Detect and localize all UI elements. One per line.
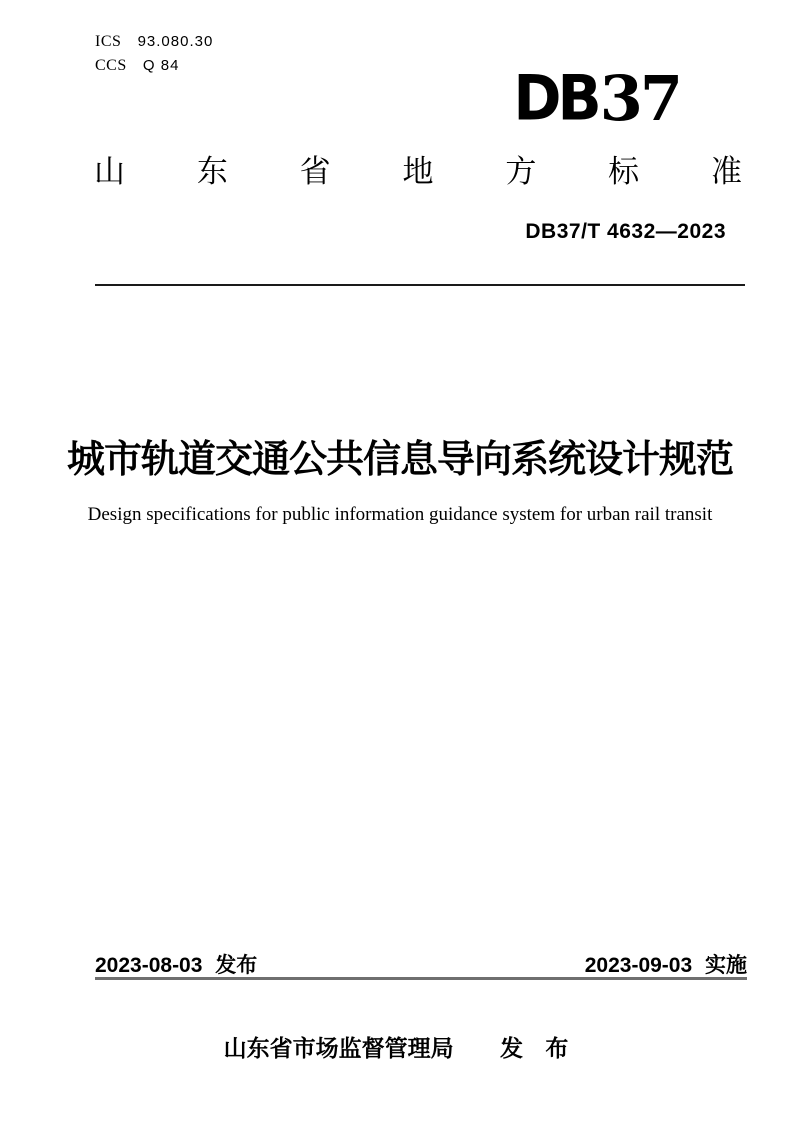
standard-name-heading: 山东省地方标准 <box>94 154 742 189</box>
dates-row <box>95 949 747 979</box>
db37-logo <box>513 60 680 135</box>
db37-logo-number: 37 <box>599 62 680 135</box>
issue-label: 发布 <box>215 954 258 977</box>
implement-label: 实施 <box>705 954 747 977</box>
ics-row <box>95 30 213 54</box>
db37-logo-db: DB <box>513 60 598 135</box>
publisher-row <box>0 1030 800 1063</box>
issue-date: 2023-08-03 <box>95 954 203 977</box>
implement-date-group <box>585 949 747 979</box>
standard-code: DB37/T 4632—2023 <box>525 220 726 243</box>
document-title-chinese: 城市轨道交通公共信息导向系统设计规范 <box>66 439 733 481</box>
implement-date: 2023-09-03 <box>584 954 693 977</box>
publisher-name: 山东省市场监督管理局 <box>223 1035 454 1061</box>
ics-label: ICS <box>95 33 122 50</box>
publish-action-label: 发 布 <box>500 1035 577 1061</box>
footer-rule <box>95 977 747 980</box>
header-rule <box>95 284 745 286</box>
issue-date-group <box>95 949 257 979</box>
ccs-label: CCS <box>95 57 127 74</box>
ccs-row <box>95 54 213 78</box>
ics-value: 93.080.30 <box>137 33 214 50</box>
classification-block <box>95 30 213 78</box>
document-title-english: Design specifications for public information guidance system for urban rail transit <box>87 504 713 525</box>
ccs-value: Q 84 <box>142 57 180 74</box>
